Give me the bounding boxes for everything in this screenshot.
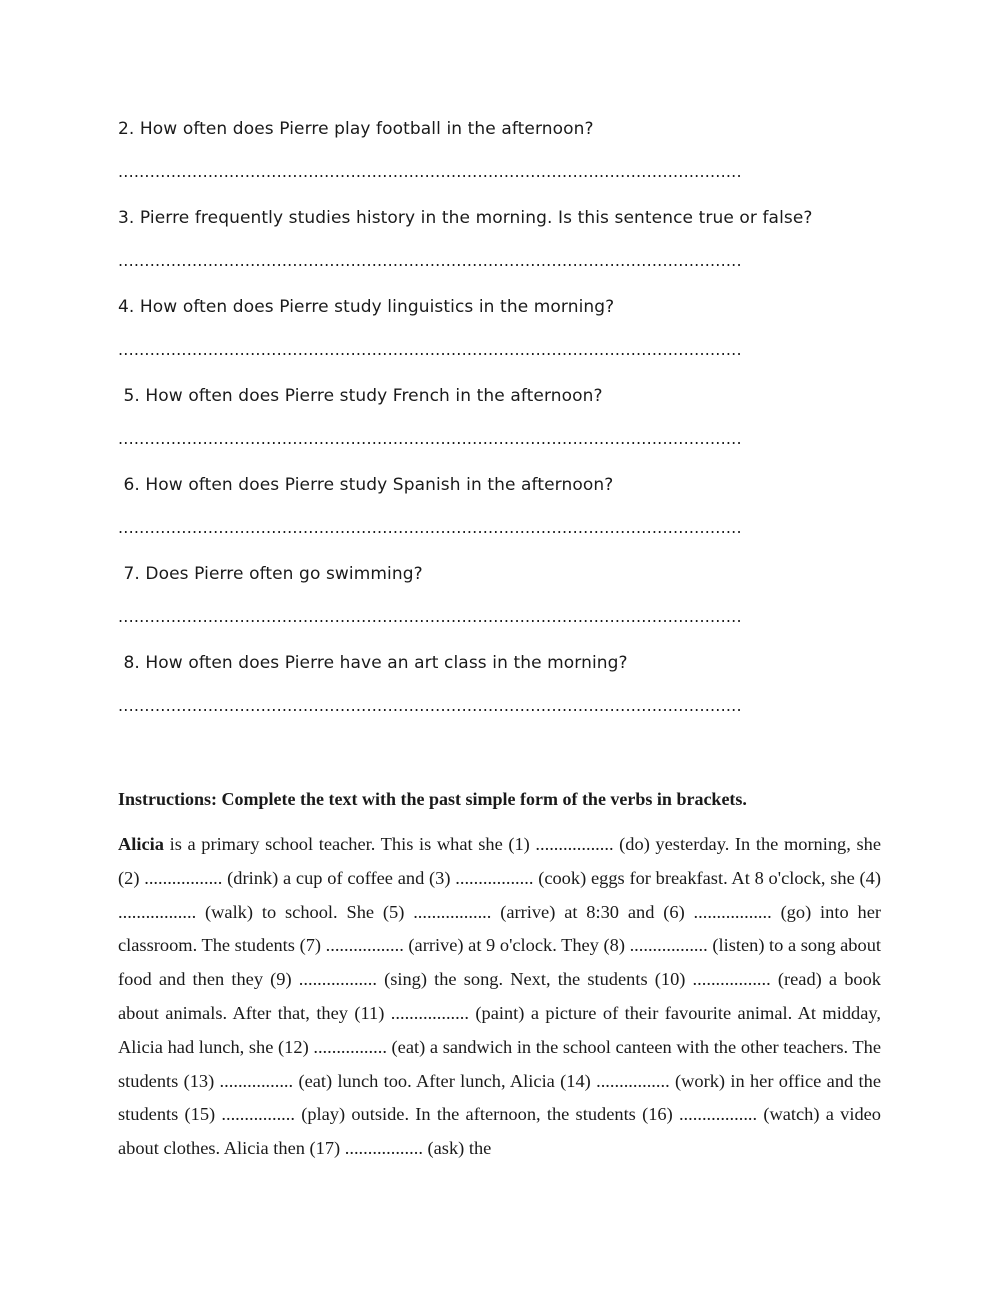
question-text: 3. Pierre frequently studies history in the morning. Is this sentence true or false? [118, 208, 813, 228]
question-list [118, 116, 878, 739]
question-text: 8. How often does Pierre have an art class in the morning? [118, 653, 628, 673]
question-text: 7. Does Pierre often go swimming? [118, 564, 423, 584]
answer-line[interactable]: ...................................................................................................................... [118, 696, 742, 715]
question-text: 6. How often does Pierre study Spanish in the afternoon? [118, 475, 614, 495]
passage-name: Alicia [118, 834, 164, 854]
gap-fill-passage [118, 828, 881, 1166]
answer-line[interactable]: ...................................................................................................................... [118, 340, 742, 359]
question-item [118, 383, 878, 472]
question-item [118, 650, 878, 739]
question-item [118, 294, 878, 383]
answer-line[interactable]: ...................................................................................................................... [118, 162, 742, 181]
answer-line[interactable]: ...................................................................................................................... [118, 518, 742, 537]
question-item [118, 205, 878, 294]
answer-line[interactable]: ...................................................................................................................... [118, 429, 742, 448]
answer-line[interactable]: ...................................................................................................................... [118, 607, 742, 626]
question-item [118, 561, 878, 650]
question-item [118, 116, 878, 205]
question-item [118, 472, 878, 561]
passage-body: is a primary school teacher. This is what she (1) ................. (do) yesterday. In the morning, she (2) ................. (drink) a cup of coffee and (3) ................. (cook) eggs for breakfast. At 8 o'clock, she (4) ................. (walk) to school. She (5) ................. (arrive) at 8:30 and (6) ................. (go) into her classroom. The students (7) ................. (arrive) at 9 o'clock. They (8) ................. (listen) to a song about food and then they (9) ................. (sing) the song. Next, the students (10) ................. (read) a book about animals. After that, they (11) ................. (paint) a picture of their favourite animal. At midday, Alicia had lunch, she (12) ................ (eat) a sandwich in the school canteen with the other teachers. The students (13) ................ (eat) lunch too. After lunch, Alicia (14) ................ (work) in her office and the students (15) ................ (play) outside. In the afternoon, the students (16) ................. (watch) a video about clothes. Alicia then (17) ................. (ask) the [118, 834, 881, 1159]
question-text: 5. How often does Pierre study French in the afternoon? [118, 386, 603, 406]
question-text: 4. How often does Pierre study linguistics in the morning? [118, 297, 615, 317]
question-text: 2. How often does Pierre play football in the afternoon? [118, 119, 594, 139]
answer-line[interactable]: ...................................................................................................................... [118, 251, 742, 270]
instructions-heading: Instructions: Complete the text with the past simple form of the verbs in brackets. [118, 789, 747, 809]
